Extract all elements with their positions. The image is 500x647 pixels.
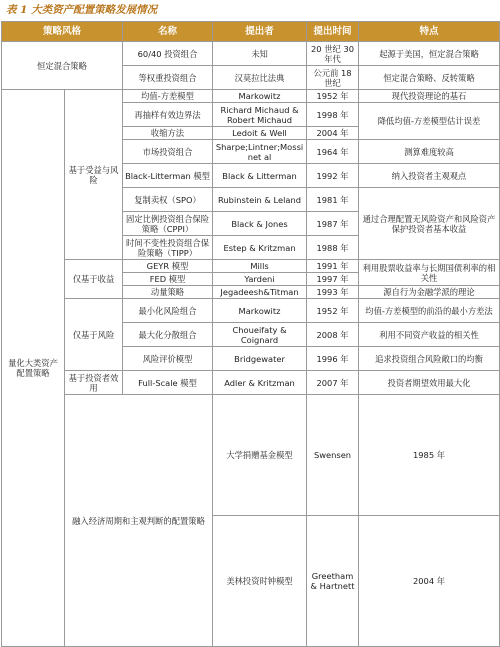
cell-author: Markowitz bbox=[213, 90, 307, 103]
table-row bbox=[2, 260, 500, 273]
cell-author: 汉莫拉比法典 bbox=[213, 66, 307, 90]
table-title: 表 1 大类资产配置策略发展情况 bbox=[6, 4, 158, 16]
category-macro: 融入经济周期和主观判断的配置策略 bbox=[65, 395, 213, 647]
cell-name: 收缩方法 bbox=[123, 127, 213, 140]
cell-time: 1997 年 bbox=[307, 273, 359, 286]
cell-time: 1992 年 bbox=[307, 164, 359, 188]
cell-feature: 投资者期望效用最大化 bbox=[359, 371, 500, 395]
cell-time: 1985 年 bbox=[359, 395, 500, 516]
cell-time: 1993 年 bbox=[307, 286, 359, 299]
subcategory-return-only: 仅基于收益 bbox=[65, 260, 123, 299]
cell-author: Black & Jones bbox=[213, 212, 307, 236]
cell-time: 1996 年 bbox=[307, 347, 359, 371]
cell-time: 公元前 18 世纪 bbox=[307, 66, 359, 90]
cell-time: 2004 年 bbox=[359, 516, 500, 647]
cell-author: Sharpe;Lintner;Mossinet al bbox=[213, 140, 307, 164]
table-row bbox=[2, 42, 500, 66]
table-row bbox=[2, 90, 500, 103]
cell-author: Markowitz bbox=[213, 299, 307, 323]
cell-name: 动量策略 bbox=[123, 286, 213, 299]
cell-author: Swensen bbox=[307, 395, 359, 516]
cell-feature: 现代投资理论的基石 bbox=[359, 90, 500, 103]
cell-time: 1998 年 bbox=[307, 103, 359, 127]
cell-name: Black-Litterman 模型 bbox=[123, 164, 213, 188]
cell-name: 市场投资组合 bbox=[123, 140, 213, 164]
cell-name: 60/40 投资组合 bbox=[123, 42, 213, 66]
cell-feature-shrink: 降低均值-方差模型估计误差 bbox=[359, 103, 500, 140]
cell-feature: 利用不同资产收益的相关性 bbox=[359, 323, 500, 347]
cell-author: Jegadeesh&Titman bbox=[213, 286, 307, 299]
cell-author: Choueifaty & Coignard bbox=[213, 323, 307, 347]
header-name: 名称 bbox=[123, 22, 213, 42]
cell-name: 复制卖权（SPO） bbox=[123, 188, 213, 212]
cell-author: Rubinstein & Leland bbox=[213, 188, 307, 212]
cell-name: 美林投资时钟模型 bbox=[213, 516, 307, 647]
cell-name: 风险评价模型 bbox=[123, 347, 213, 371]
cell-time: 1952 年 bbox=[307, 90, 359, 103]
cell-time: 1981 年 bbox=[307, 188, 359, 212]
cell-time: 2004 年 bbox=[307, 127, 359, 140]
cell-name: 时间不变性投资组合保险策略（TIPP） bbox=[123, 236, 213, 260]
cell-feature: 测算难度较高 bbox=[359, 140, 500, 164]
cell-feature: 起源于美国，恒定混合策略 bbox=[359, 42, 500, 66]
header-time: 提出时间 bbox=[307, 22, 359, 42]
cell-name: 等权重投资组合 bbox=[123, 66, 213, 90]
cell-name: 固定比例投资组合保险策略（CPPI） bbox=[123, 212, 213, 236]
table-row bbox=[2, 371, 500, 395]
header-feature: 特点 bbox=[359, 22, 500, 42]
cell-name: 大学捐赠基金模型 bbox=[213, 395, 307, 516]
cell-name: Full-Scale 模型 bbox=[123, 371, 213, 395]
cell-feature-insurance: 通过合理配置无风险资产和风险资产保护投资者基本收益 bbox=[359, 188, 500, 260]
cell-time: 1991 年 bbox=[307, 260, 359, 273]
cell-author: Bridgewater bbox=[213, 347, 307, 371]
cell-author: Yardeni bbox=[213, 273, 307, 286]
cell-author: Adler & Kritzman bbox=[213, 371, 307, 395]
category-quant: 量化大类资产配置策略 bbox=[2, 90, 65, 647]
table-row bbox=[2, 299, 500, 323]
cell-feature: 追求投资组合风险敞口的均衡 bbox=[359, 347, 500, 371]
cell-feature: 源自行为金融学派的理论 bbox=[359, 286, 500, 299]
cell-time: 1964 年 bbox=[307, 140, 359, 164]
cell-author: Greetham & Hartnett bbox=[307, 516, 359, 647]
header-author: 提出者 bbox=[213, 22, 307, 42]
cell-feature: 恒定混合策略、反转策略 bbox=[359, 66, 500, 90]
cell-name: 均值-方差模型 bbox=[123, 90, 213, 103]
cell-time: 1988 年 bbox=[307, 236, 359, 260]
cell-author: Richard Michaud & Robert Michaud bbox=[213, 103, 307, 127]
cell-author: 未知 bbox=[213, 42, 307, 66]
subcategory-return-risk: 基于受益与风险 bbox=[65, 90, 123, 260]
cell-time: 2008 年 bbox=[307, 323, 359, 347]
cell-author: Black & Litterman bbox=[213, 164, 307, 188]
cell-time: 2007 年 bbox=[307, 371, 359, 395]
table-row bbox=[2, 395, 500, 516]
cell-time: 1987 年 bbox=[307, 212, 359, 236]
cell-feature: 纳入投资者主观观点 bbox=[359, 164, 500, 188]
cell-name: 最大化分散组合 bbox=[123, 323, 213, 347]
cell-time: 20 世纪 30 年代 bbox=[307, 42, 359, 66]
table-header-row bbox=[2, 22, 500, 42]
subcategory-risk-only: 仅基于风险 bbox=[65, 299, 123, 371]
header-style: 策略风格 bbox=[2, 22, 123, 42]
category-constant-mix: 恒定混合策略 bbox=[2, 42, 123, 90]
cell-author: Estep & Kritzman bbox=[213, 236, 307, 260]
cell-feature-geyr: 利用股票收益率与长期国债利率的相关性 bbox=[359, 260, 500, 286]
cell-author: Ledoit & Well bbox=[213, 127, 307, 140]
subcategory-utility: 基于投资者效用 bbox=[65, 371, 123, 395]
strategy-table bbox=[1, 21, 500, 647]
cell-name: 最小化风险组合 bbox=[123, 299, 213, 323]
cell-author: Mills bbox=[213, 260, 307, 273]
cell-name: GEYR 模型 bbox=[123, 260, 213, 273]
cell-name: FED 模型 bbox=[123, 273, 213, 286]
cell-time: 1952 年 bbox=[307, 299, 359, 323]
cell-name: 再抽样有效边界法 bbox=[123, 103, 213, 127]
cell-feature: 均值-方差模型的前沿的最小方差法 bbox=[359, 299, 500, 323]
